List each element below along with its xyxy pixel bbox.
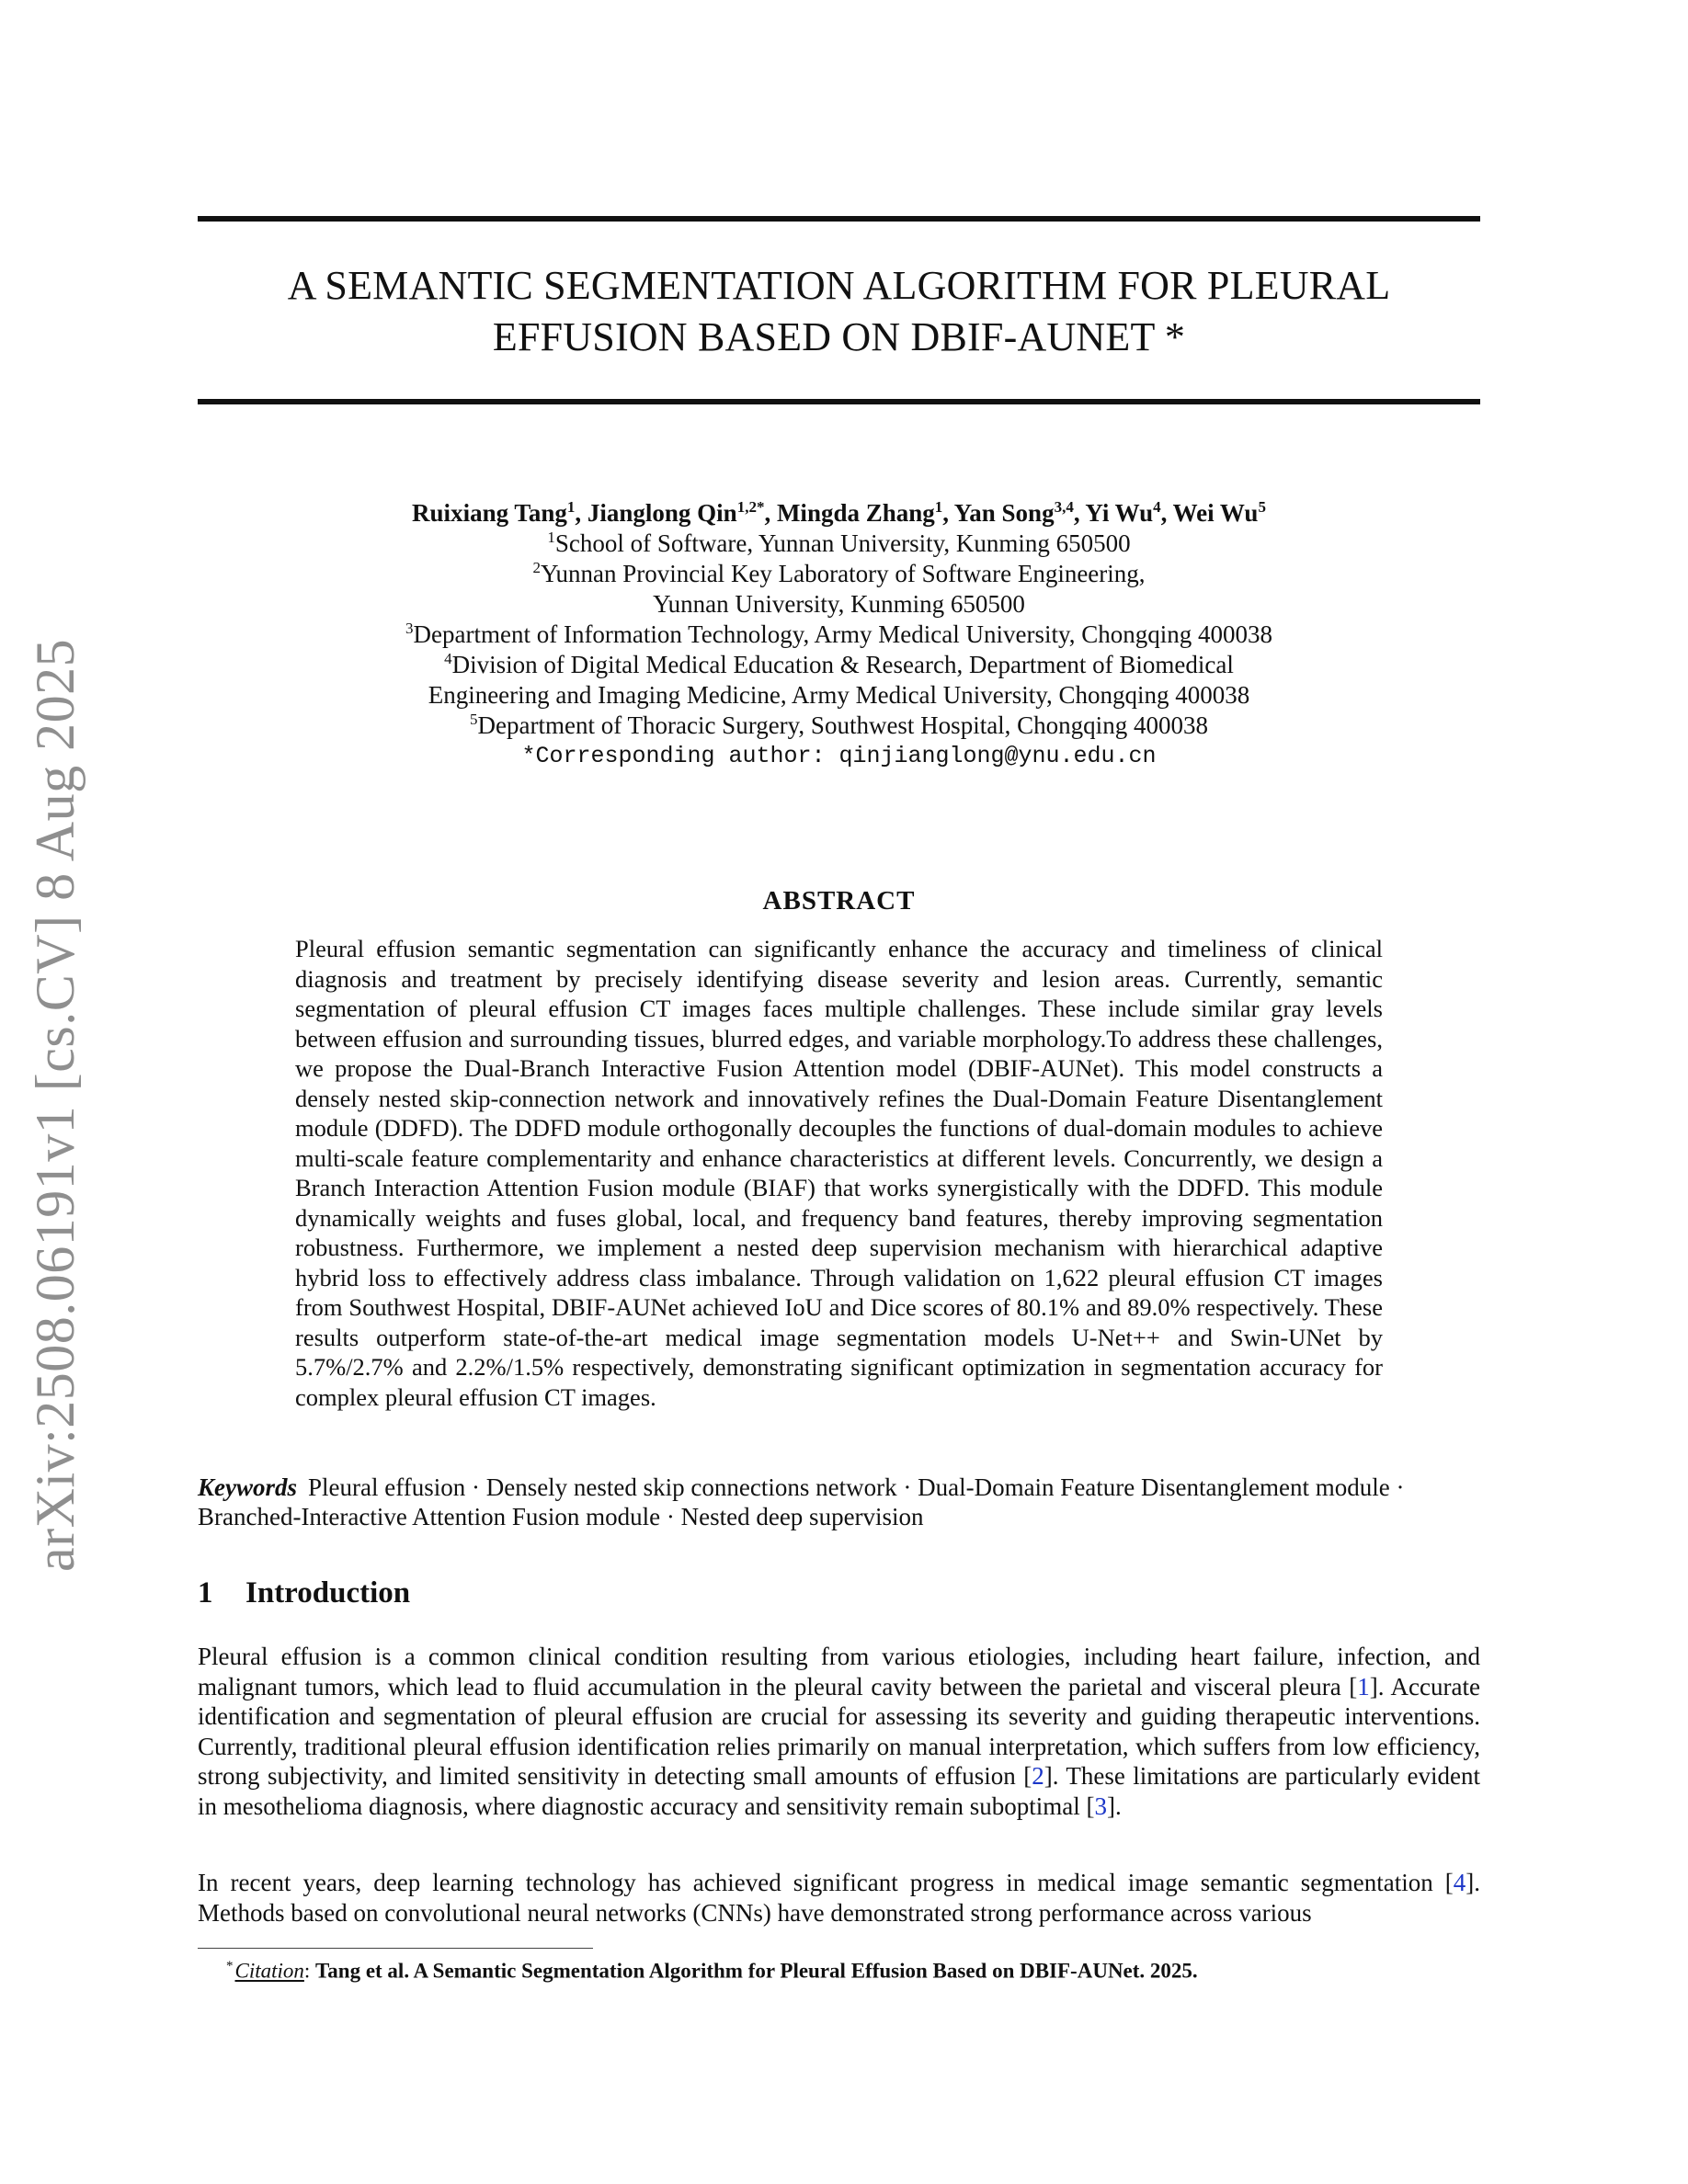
affiliation-4-marker: 4 [444,650,452,667]
author-3: Mingda Zhang [776,499,935,527]
keywords-label: Keywords [198,1473,297,1501]
affiliation-5 [198,711,1480,741]
author-4: Yan Song [953,499,1055,527]
affiliation-5-text: Department of Thoracic Surgery, Southwest Hospital, Chongqing 400038 [477,711,1208,739]
citation-text: Tang et al. A Semantic Segmentation Algorithm for Pleural Effusion Based on DBIF-AUNet. 2025. [315,1959,1198,1983]
arxiv-sidebar-label: arXiv:2508.06191v1 [cs.CV] 8 Aug 2025 [25,638,86,1572]
reference-link-3[interactable]: 3 [1094,1792,1108,1820]
author-6-affiliation: 5 [1258,498,1266,516]
intro-p1-text-1: Pleural effusion is a common clinical condition resulting from various etiologies, including heart failure, infection, and malignant tumors, which lead to fluid accumulation in the pleural cavity between the parietal and visceral pleura [ [198,1643,1480,1701]
affiliation-5-marker: 5 [470,711,478,728]
intro-p1-text-2: ]. Accurate identification and segmentation of pleural effusion are crucial for assessing its severity and guiding therapeutic interventions. Currently, traditional pleural effusion identification relies primarily on manual interpretation, which suffers from low efficiency, strong subjectivity, and limited sensitivity in detecting small amounts of effusion [ [198,1672,1480,1790]
abstract-heading: ABSTRACT [762,886,916,916]
author-5-affiliation: 4 [1153,498,1161,516]
corresponding-author-email: *Corresponding author: qinjianglong@ynu.edu.cn [521,743,1157,769]
intro-p1-text-3: ]. These limitations are particularly evident in mesothelioma diagnosis, where diagnostic accuracy and sensitivity remain suboptimal [ [198,1762,1480,1820]
affiliation-2-line-2: Yunnan University, Kunming 650500 [653,590,1025,618]
affiliation-4-text-1: Division of Digital Medical Education & Research, Department of Biomedical [451,651,1234,678]
title-bottom-rule [198,399,1480,404]
paper-title [198,260,1480,363]
introduction-paragraph-1 [198,1642,1480,1821]
author-block [198,498,1480,771]
intro-p2-text-2: ]. Methods based on convolutional neural networks (CNNs) have demonstrated strong performance across various [198,1869,1480,1927]
affiliation-1 [198,529,1480,559]
affiliation-3-marker: 3 [405,620,414,637]
affiliation-4-line-1 [198,650,1480,680]
citation-colon: : [303,1959,311,1983]
title-line-2: EFFUSION BASED ON DBIF-AUNET * [492,314,1186,359]
affiliation-3-text: Department of Information Technology, Army Medical University, Chongqing 400038 [413,620,1272,648]
reference-link-1[interactable]: 1 [1357,1672,1370,1701]
author-1: Ruixiang Tang [412,499,567,527]
affiliation-3 [198,620,1480,650]
keywords-block [198,1473,1480,1531]
citation-footnote [226,1953,1477,1985]
reference-link-2[interactable]: 2 [1032,1762,1044,1790]
author-5: Yi Wu [1085,499,1154,527]
author-6: Wei Wu [1172,499,1259,527]
introduction-paragraph-2 [198,1868,1480,1928]
section-number: 1 [198,1576,213,1610]
footnote-rule [198,1948,593,1949]
section-title: Introduction [245,1576,411,1610]
abstract-paragraph: Pleural effusion semantic segmentation can significantly enhance the accuracy and timeliness of clinical diagnosis and treatment by precisely identifying disease severity and lesion areas. Currently, semantic segmentation of pleural effusion CT images faces multiple challenges. These include similar gray levels between effusion and surrounding tissues, blurred edges, and variable morphology.To address these challenges, we propose the Dual-Branch Interactive Fusion Attention model (DBIF-AUNet). This model constructs a densely nested skip-connection network and innovatively refines the Dual-Domain Feature Disentanglement module (DDFD). The DDFD module orthogonally decouples the functions of dual-domain modules to achieve multi-scale feature complementarity and enhance characteristics at different levels. Concurrently, we design a Branch Interaction Attention Fusion module (BIAF) that works synergistically with the DDFD. This module dynamically weights and fuses global, local, and frequency band features, thereby improving segmentation robustness. Furthermore, we implement a nested deep supervision mechanism with hierarchical adaptive hybrid loss to effectively address class imbalance. Through validation on 1,622 pleural effusion CT images from Southwest Hospital, DBIF-AUNet achieved IoU and Dice scores of 80.1% and 89.0% respectively. These results outperform state-of-the-art medical image segmentation models U-Net++ and Swin-UNet by 5.7%/2.7% and 2.2%/1.5% respectively, demonstrating significant optimization in segmentation accuracy for complex pleural effusion CT images. [295,935,1383,1411]
author-2-affiliation: 1,2* [736,498,765,516]
title-top-rule [198,216,1480,222]
intro-p2-text-1: In recent years, deep learning technology has achieved significant progress in medical image semantic segmentation [ [198,1869,1454,1896]
intro-p1-text-4: ]. [1107,1792,1122,1820]
author-1-affiliation: 1 [566,498,576,516]
author-names: Ruixiang Tang$^1$, Jianglong Qin$^{1,2*}$, Mingda Zhang$^1$, Yan Song$^{3,4}$, Yi Wu$^4$, Wei Wu$^5$ [412,498,1266,527]
keywords-text: Pleural effusion · Densely nested skip connections network · Dual-Domain Feature Disentanglement module · Branched-Interactive Attention Fusion module · Nested deep supervision [198,1473,1405,1530]
affiliation-1-text: School of Software, Yunnan University, Kunming 650500 [554,529,1131,557]
affiliation-2-text-1: Yunnan Provincial Key Laboratory of Software Engineering, [540,560,1146,587]
affiliation-4-line-2: Engineering and Imaging Medicine, Army Medical University, Chongqing 400038 [428,681,1250,709]
affiliation-2-marker: 2 [532,559,541,576]
footnote-marker: * [226,1959,234,1974]
affiliation-2-line-1 [198,559,1480,589]
author-2: Jianglong Qin [587,499,737,527]
reference-link-4[interactable]: 4 [1453,1869,1466,1896]
author-4-affiliation: 3,4 [1054,498,1074,516]
author-3-affiliation: 1 [934,498,943,516]
affiliation-1-marker: 1 [547,529,555,546]
citation-label: Citation [234,1959,304,1983]
title-line-1: A SEMANTIC SEGMENTATION ALGORITHM FOR PLEURAL [287,263,1391,308]
section-introduction-heading [198,1576,1480,1610]
